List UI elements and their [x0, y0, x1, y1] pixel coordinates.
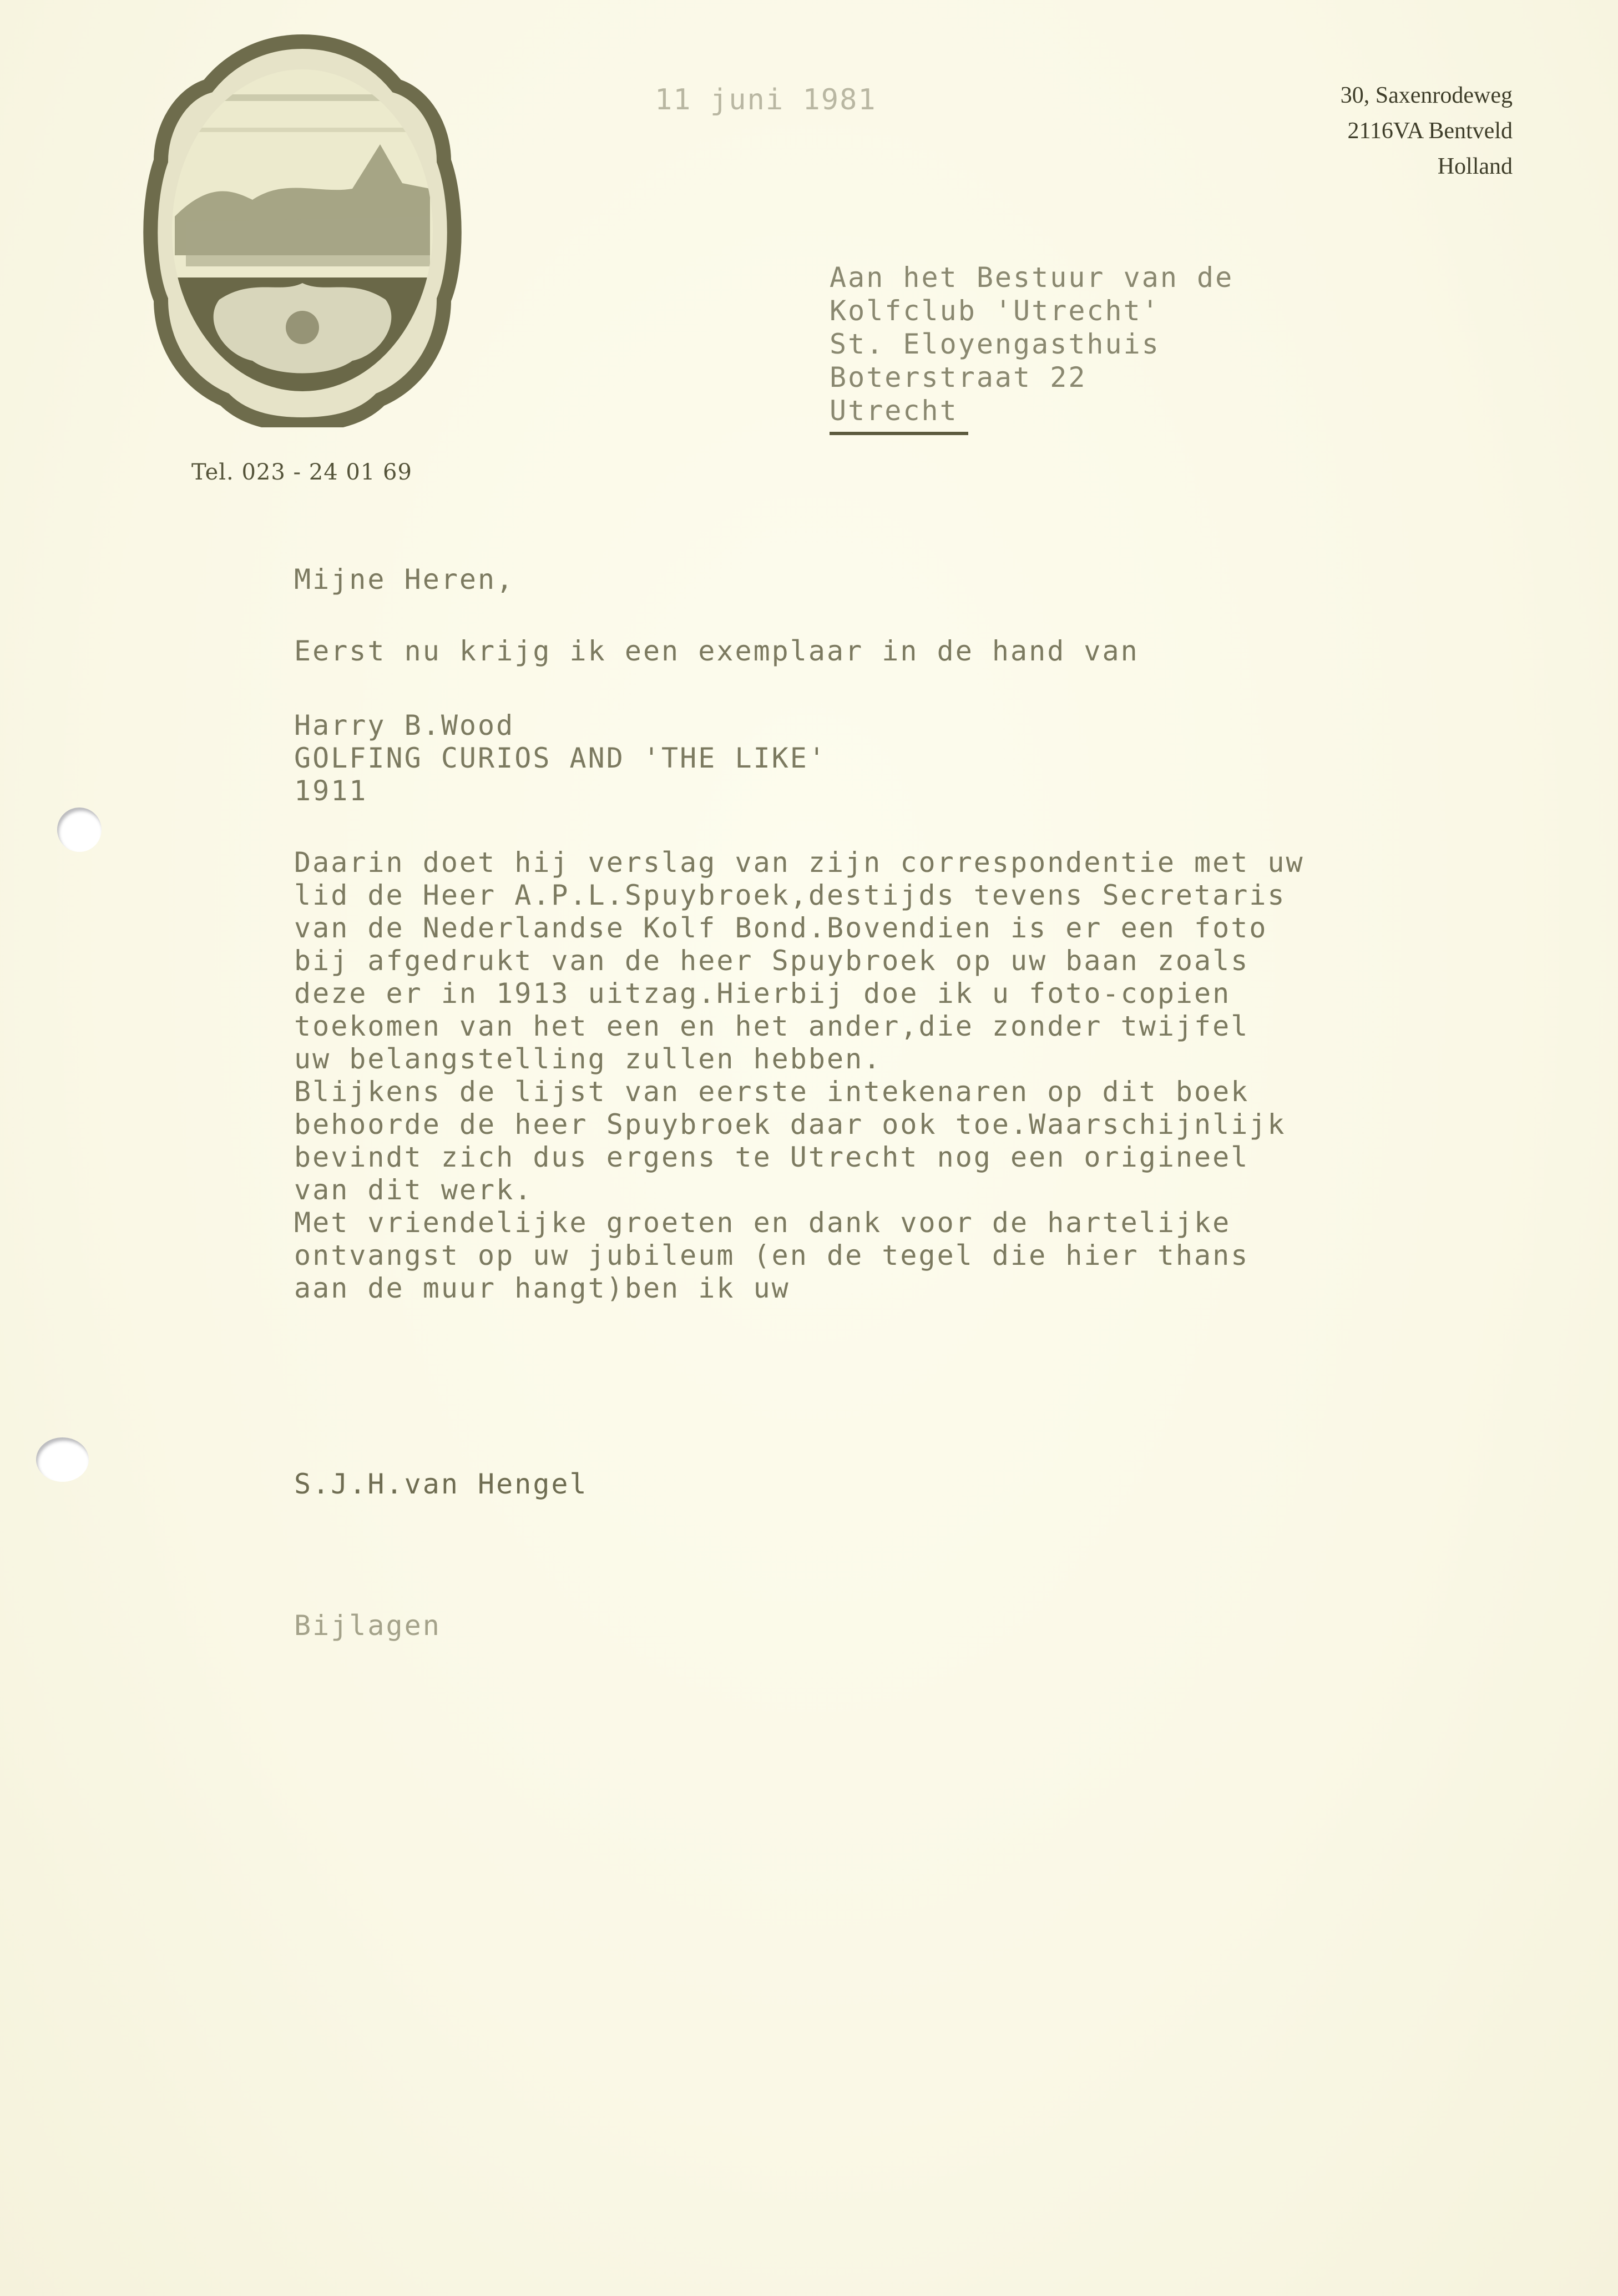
- book-title: GOLFING CURIOS AND 'THE LIKE': [294, 742, 827, 774]
- recipient-line: St. Eloyengasthuis: [830, 328, 1160, 360]
- recipient-line: Aan het Bestuur van de: [830, 261, 1234, 294]
- book-reference: [294, 709, 1304, 808]
- main-paragraph: [294, 846, 1304, 1305]
- punch-hole-icon: [57, 808, 102, 852]
- city-underline: [830, 432, 968, 435]
- paragraph-line: Blijkens de lijst van eerste intekenaren op dit boek: [294, 1076, 1250, 1108]
- paragraph-line: lid de Heer A.P.L.Spuybroek,destijds tevens Secretaris: [294, 879, 1286, 911]
- recipient-address: [830, 261, 1233, 435]
- sender-address-line: 30, Saxenrodeweg: [1340, 83, 1513, 108]
- recipient-line: Kolfclub 'Utrecht': [830, 295, 1160, 327]
- paragraph-line: van de Nederlandse Kolf Bond.Bovendien is er een foto: [294, 912, 1268, 944]
- signature-name: S.J.H.van Hengel: [294, 1468, 588, 1500]
- paragraph-line: uw belangstelling zullen hebben.: [294, 1043, 882, 1075]
- paragraph-line: behoorde de heer Spuybroek daar ook toe.Waarschijnlijk: [294, 1108, 1286, 1141]
- punch-hole-icon: [36, 1437, 89, 1482]
- paragraph-line: toekomen van het een en het ander,die zonder twijfel: [294, 1010, 1250, 1042]
- book-author: Harry B.Wood: [294, 709, 515, 741]
- paragraph-line: bij afgedrukt van de heer Spuybroek op uw baan zoals: [294, 945, 1250, 977]
- paragraph-line: Met vriendelijke groeten en dank voor de hartelijke: [294, 1207, 1231, 1239]
- letter-body: [294, 563, 1304, 1305]
- intro-sentence: Eerst nu krijg ik een exemplaar in de hand van: [294, 635, 1139, 667]
- recipient-line: Utrecht: [830, 395, 958, 427]
- sender-address-line: Holland: [1437, 154, 1513, 179]
- paragraph-line: aan de muur hangt)ben ik uw: [294, 1272, 790, 1304]
- letter-date: 11 juni 1981: [655, 83, 877, 117]
- telephone-number: Tel. 023 - 24 01 69: [191, 460, 412, 485]
- greeting: Mijne Heren,: [294, 563, 515, 596]
- paragraph-line: van dit werk.: [294, 1174, 533, 1206]
- paragraph-line: bevindt zich dus ergens te Utrecht nog een origineel: [294, 1141, 1250, 1173]
- enclosures-label: Bijlagen: [294, 1609, 441, 1642]
- golf-scene-emblem-icon: [141, 33, 463, 427]
- sender-address-line: 2116VA Bentveld: [1347, 118, 1513, 144]
- paragraph-line: ontvangst op uw jubileum (en de tegel die hier thans: [294, 1239, 1250, 1271]
- paragraph-line: deze er in 1913 uitzag.Hierbij doe ik u foto-copien: [294, 977, 1231, 1010]
- recipient-line: Boterstraat 22: [830, 361, 1087, 393]
- book-year: 1911: [294, 775, 368, 807]
- sender-address: [1341, 78, 1513, 184]
- paragraph-line: Daarin doet hij verslag van zijn correspondentie met uw: [294, 846, 1304, 879]
